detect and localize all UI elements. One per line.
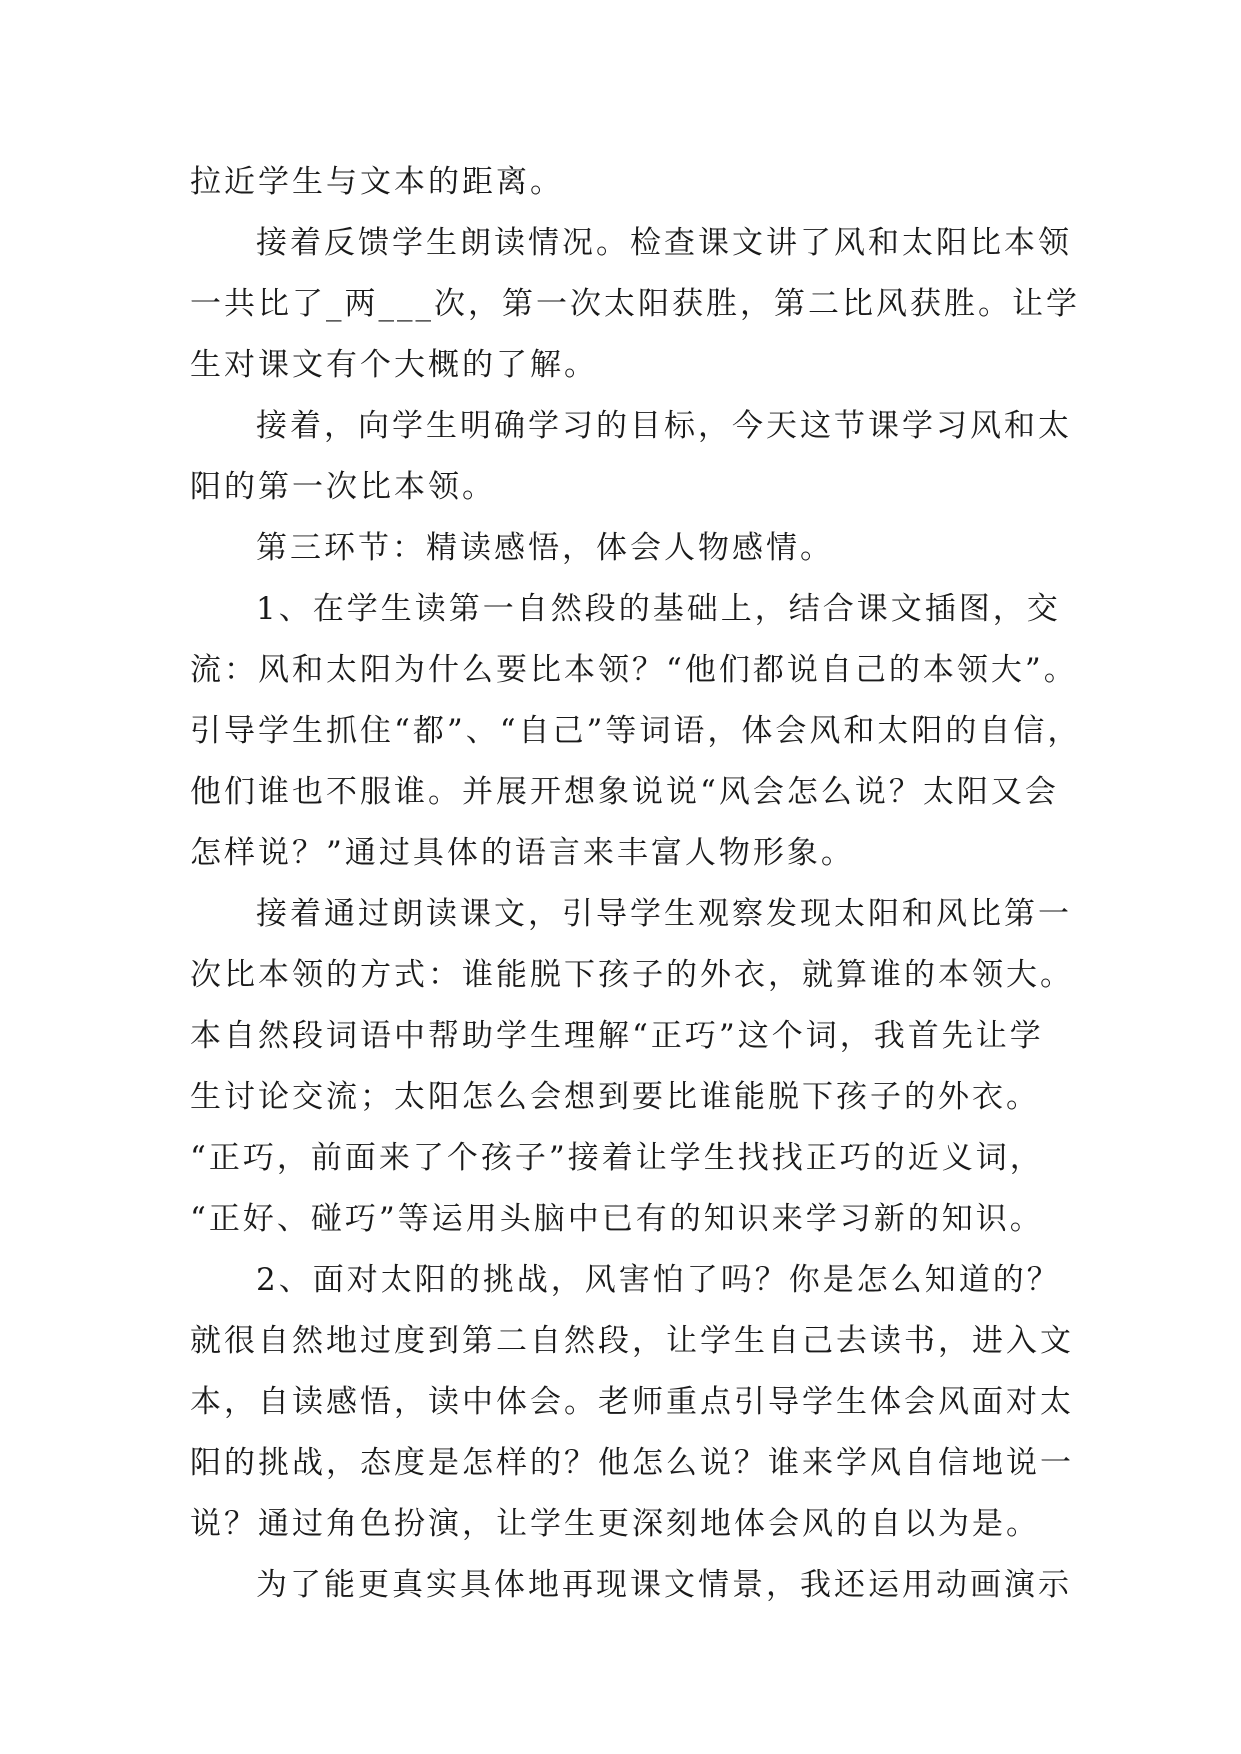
- text-line: 流：风和太阳为什么要比本领？“他们都说自己的本领大”。: [190, 652, 1078, 688]
- text-line: 接着反馈学生朗读情况。检查课文讲了风和太阳比本领: [256, 225, 1072, 261]
- text-line: 阳的挑战，态度是怎样的？他怎么说？谁来学风自信地说一: [190, 1445, 1074, 1481]
- text-line: 本自然段词语中帮助学生理解“正巧”这个词，我首先让学: [190, 1018, 1044, 1054]
- text-line: 就很自然地过度到第二自然段，让学生自己去读书，进入文: [190, 1323, 1074, 1359]
- text-line: 引导学生抓住“都”、“自己”等词语，体会风和太阳的自信，: [190, 713, 1082, 749]
- text-line: 说？通过角色扮演，让学生更深刻地体会风的自以为是。: [190, 1506, 1040, 1542]
- text-line: “正好、碰巧”等运用头脑中已有的知识来学习新的知识。: [190, 1201, 1044, 1237]
- text-line: 第三环节：精读感悟，体会人物感情。: [256, 530, 834, 566]
- text-line: 他们谁也不服谁。并展开想象说说“风会怎么说？太阳又会: [190, 774, 1059, 810]
- text-line: 拉近学生与文本的距离。: [190, 164, 564, 200]
- text-line: 次比本领的方式：谁能脱下孩子的外衣，就算谁的本领大。: [190, 957, 1074, 993]
- text-line: 一共比了_两___次，第一次太阳获胜，第二比风获胜。让学: [190, 286, 1080, 322]
- text-line: 接着，向学生明确学习的目标，今天这节课学习风和太: [256, 408, 1072, 444]
- text-line: 接着通过朗读课文，引导学生观察发现太阳和风比第一: [256, 896, 1072, 932]
- text-line: 2、面对太阳的挑战，风害怕了吗？你是怎么知道的？: [256, 1262, 1061, 1298]
- text-line: 怎样说？”通过具体的语言来丰富人物形象。: [190, 835, 855, 871]
- text-line: “正巧，前面来了个孩子”接着让学生找找正巧的近义词，: [190, 1140, 1044, 1176]
- text-line: 生讨论交流；太阳怎么会想到要比谁能脱下孩子的外衣。: [190, 1079, 1040, 1115]
- text-line: 生对课文有个大概的了解。: [190, 347, 598, 383]
- text-line: 为了能更真实具体地再现课文情景，我还运用动画演示: [256, 1567, 1072, 1603]
- text-line: 1、在学生读第一自然段的基础上，结合课文插图，交: [256, 591, 1061, 627]
- document-body: [190, 152, 1082, 1616]
- text-line: 本，自读感悟，读中体会。老师重点引导学生体会风面对太: [190, 1384, 1074, 1420]
- text-line: 阳的第一次比本领。: [190, 469, 496, 505]
